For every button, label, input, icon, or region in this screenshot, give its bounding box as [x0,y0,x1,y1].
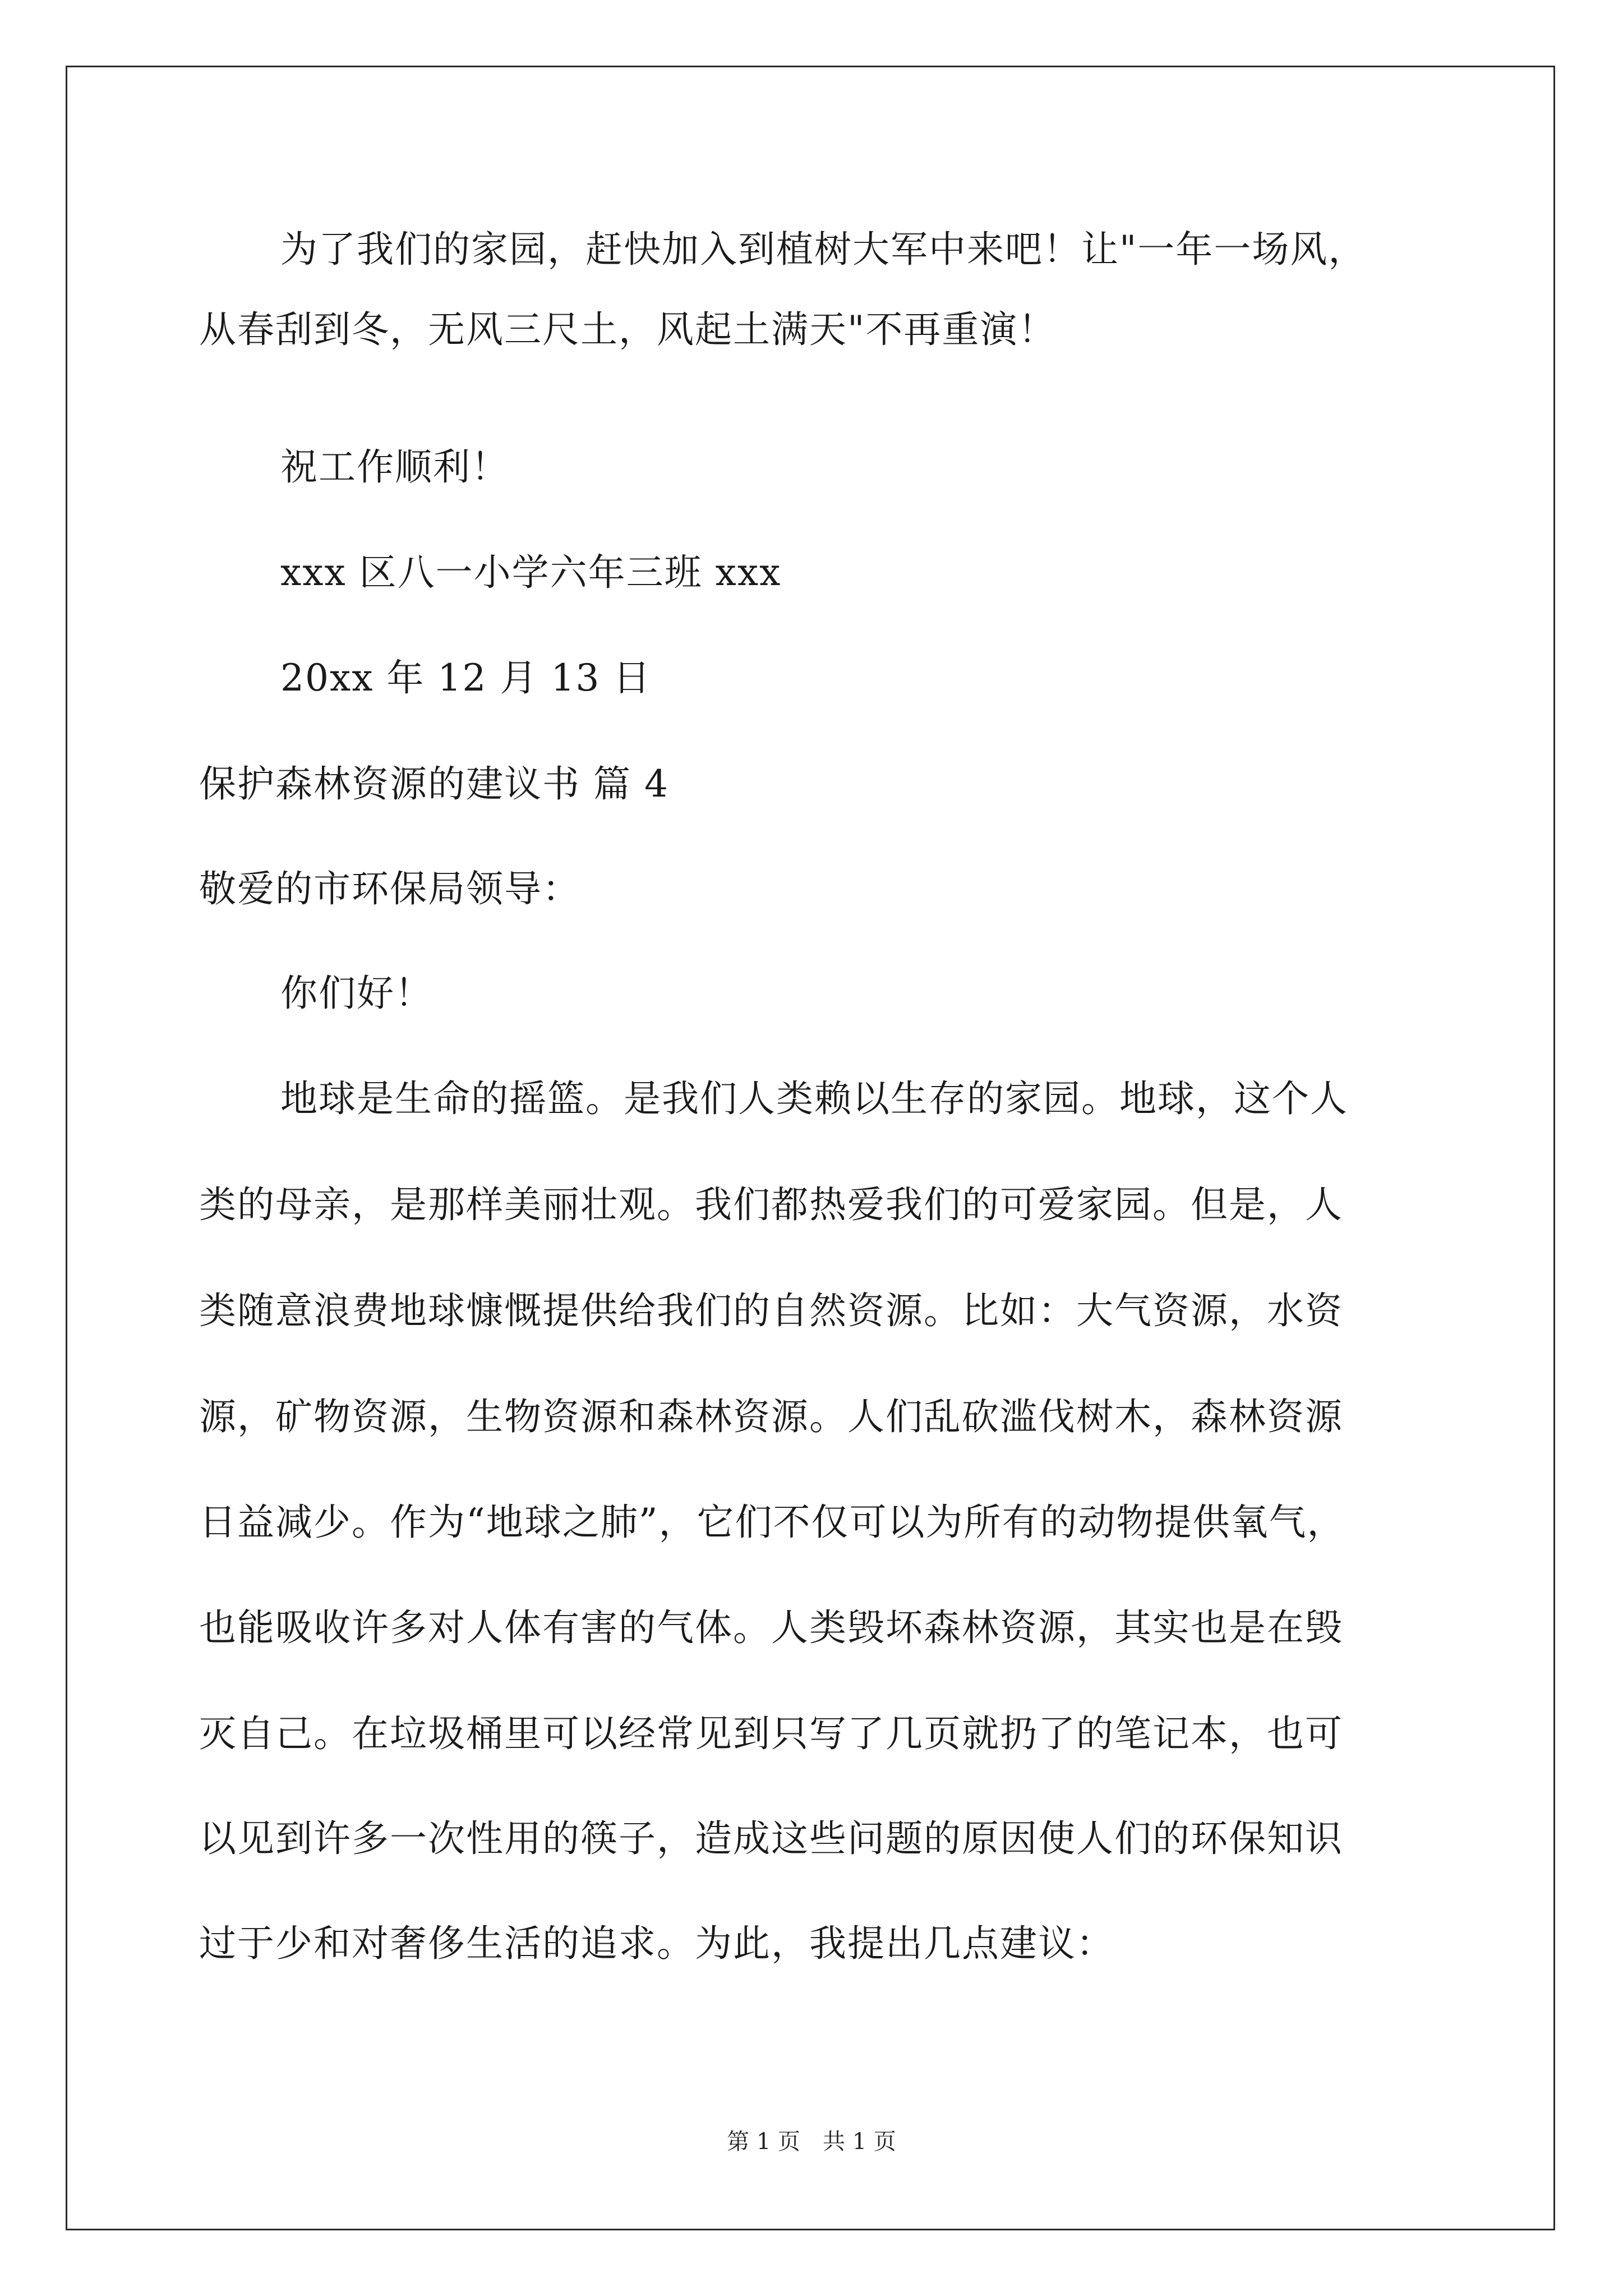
paragraph-line: 类随意浪费地球慷慨提供给我们的自然资源。比如：大气资源，水资 [199,1289,1343,1332]
page-border [66,66,1555,2230]
paragraph-line: 灭自己。在垃圾桶里可以经常见到只写了几页就扔了的笔记本，也可 [199,1712,1343,1755]
page-footer: 第 1 页 共 1 页 [727,2129,896,2155]
paragraph-line: 也能吸收许多对人体有害的气体。人类毁坏森林资源，其实也是在毁 [199,1606,1343,1649]
paragraph-line: 以见到许多一次性用的筷子，造成这些问题的原因使人们的环保知识 [199,1817,1343,1860]
paragraph-line: 地球是生命的摇篮。是我们人类赖以生存的家园。地球，这个人 [280,1077,1348,1120]
salutation: 敬爱的市环保局领导： [199,867,580,910]
paragraph-line: 从春刮到冬，无风三尺土，风起土满天"不再重演！ [199,308,1057,351]
paragraph-line: 过于少和对奢侈生活的追求。为此，我提出几点建议： [199,1922,1114,1965]
paragraph-line: 日益减少。作为“地球之肺”，它们不仅可以为所有的动物提供氧气， [199,1501,1345,1544]
paragraph-line: 类的母亲，是那样美丽壮观。我们都热爱我们的可爱家园。但是，人 [199,1183,1343,1226]
closing-greeting: 祝工作顺利！ [280,445,509,489]
paragraph-line: 为了我们的家园，赶快加入到植树大军中来吧！让"一年一场风， [280,228,1367,271]
section-heading: 保护森林资源的建议书 篇 4 [199,762,669,806]
signature-author: xxx 区八一小学六年三班 xxx [280,551,782,594]
paragraph-line: 源，矿物资源，生物资源和森林资源。人们乱砍滥伐树木，森林资源 [199,1395,1343,1438]
signature-date: 20xx 年 12 月 13 日 [280,656,652,700]
greeting: 你们好！ [280,972,433,1015]
